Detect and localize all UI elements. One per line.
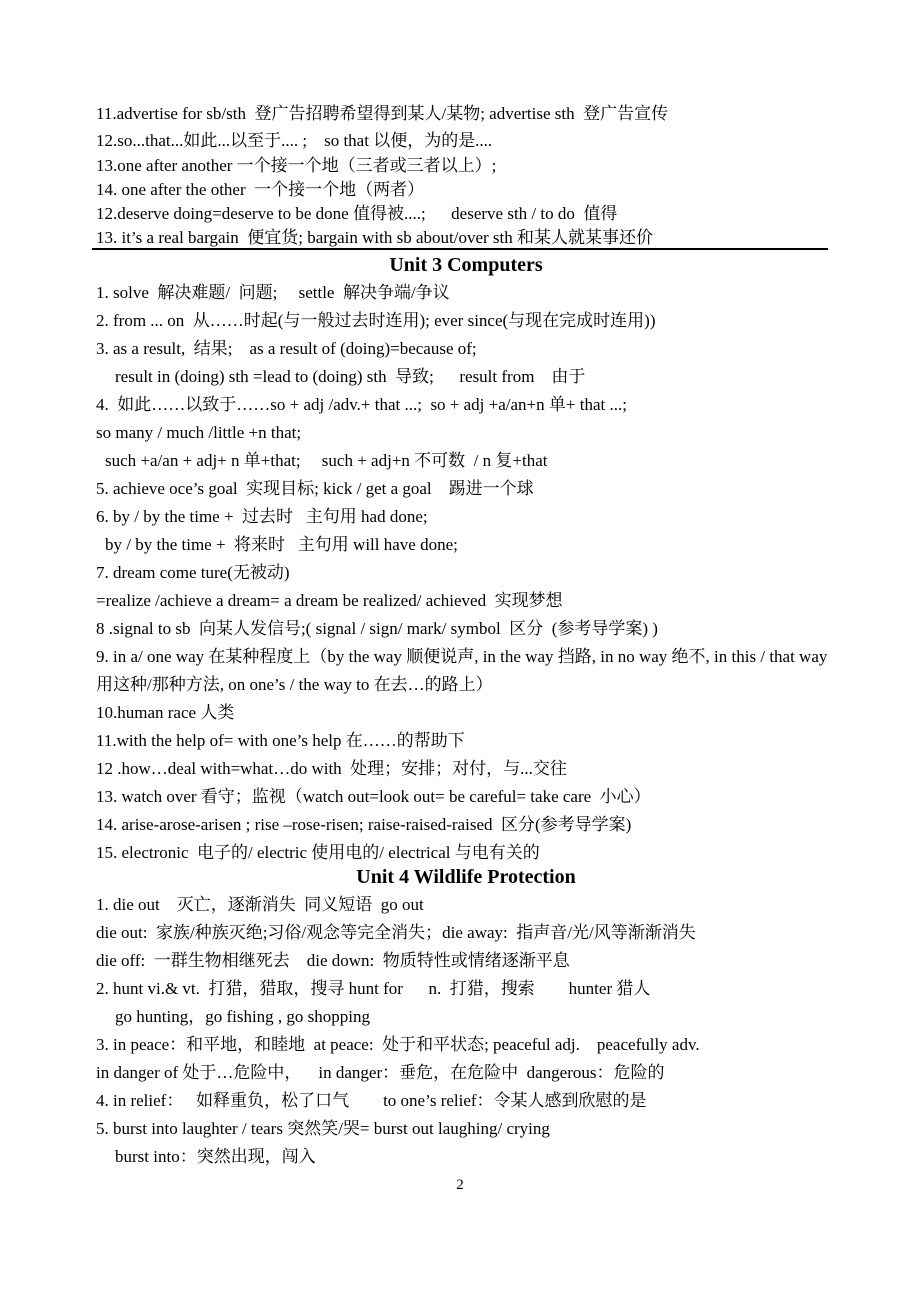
note-line: 6. by / by the time + 过去时 主句用 had done;: [96, 507, 428, 526]
note-line: die out: 家族/种族灭绝;习俗/观念等完全消失；die away: 指声音/光/风等渐渐消失: [96, 923, 696, 942]
note-line: such +a/an + adj+ n 单+that; such + adj+n 不可数 / n 复+that: [105, 451, 548, 470]
note-line: 14. arise-arose-arisen ; rise –rose-risen; raise-raised-raised 区分(参考导学案): [96, 815, 632, 834]
note-line: die off: 一群生物相继死去 die down: 物质特性或情绪逐渐平息: [96, 951, 570, 970]
note-line: so many / much /little +n that;: [96, 423, 302, 442]
note-line: 14. one after the other 一个接一个地（两者）: [96, 180, 425, 199]
note-line: 2. hunt vi.& vt. 打猎，猎取，搜寻 hunt for n. 打猎，搜索 hunter 猎人: [96, 979, 651, 998]
note-line: in danger of 处于…危险中， in danger：垂危，在危险中 dangerous：危险的: [96, 1063, 665, 1082]
note-line: 1. die out 灭亡，逐渐消失 同义短语 go out: [96, 895, 424, 914]
note-line: by / by the time + 将来时 主句用 will have done;: [105, 535, 458, 554]
note-line: 1. solve 解决难题/ 问题; settle 解决争端/争议: [96, 283, 450, 302]
note-line: 3. as a result, 结果; as a result of (doing)=because of;: [96, 339, 477, 358]
note-line: 7. dream come ture(无被动): [96, 563, 290, 582]
note-line: 5. achieve oce’s goal 实现目标; kick / get a goal 踢进一个球: [96, 479, 534, 498]
unit-title: Unit 3 Computers: [389, 254, 543, 276]
unit-title: Unit 4 Wildlife Protection: [356, 866, 576, 888]
note-line: 4. in relief： 如释重负，松了口气 to one’s relief：令某人感到欣慰的是: [96, 1091, 647, 1110]
page-number: 2: [456, 1177, 464, 1193]
note-line: 3. in peace：和平地，和睦地 at peace: 处于和平状态; peaceful adj. peacefully adv.: [96, 1035, 700, 1054]
note-line: 9. in a/ one way 在某种程度上（by the way 顺便说声, in the way 挡路, in no way 绝不, in this / that way 用这种/那种方法, on one’s / the way to 在去…的路上）: [96, 647, 828, 694]
note-line: =realize /achieve a dream= a dream be realized/ achieved 实现梦想: [96, 591, 563, 610]
unit-4-section: [96, 863, 836, 1171]
previous-unit-notes: [96, 100, 836, 250]
note-line: 11.with the help of= with one’s help 在……的帮助下: [96, 731, 465, 750]
note-line: 12.so...that...如此...以至于.... ; so that 以便，为的是....: [96, 131, 493, 150]
note-line: result in (doing) sth =lead to (doing) sth 导致; result from 由于: [115, 367, 586, 386]
note-line: 13.one after another 一个接一个地（三者或三者以上）;: [96, 156, 497, 175]
note-line: 13. it’s a real bargain 便宜货; bargain with sb about/over sth 和某人就某事还价: [96, 228, 653, 247]
note-line: 5. burst into laughter / tears 突然笑/哭= burst out laughing/ crying: [96, 1119, 550, 1138]
note-line: go hunting，go fishing , go shopping: [115, 1007, 371, 1026]
note-line: 13. watch over 看守；监视（watch out=look out= be careful= take care 小心）: [96, 787, 651, 806]
note-line: 11.advertise for sb/sth 登广告招聘希望得到某人/某物; advertise sth 登广告宣传: [96, 104, 669, 123]
unit-3-section: [96, 251, 836, 867]
section-divider: [92, 248, 828, 250]
note-line: 8 .signal to sb 向某人发信号;( signal / sign/ mark/ symbol 区分 (参考导学案) ): [96, 619, 658, 638]
note-line: 4. 如此……以致于……so + adj /adv.+ that ...; so + adj +a/an+n 单+ that ...;: [96, 395, 627, 414]
note-line: 10.human race 人类: [96, 703, 235, 722]
note-line: 12 .how…deal with=what…do with 处理；安排；对付，与...交往: [96, 759, 567, 778]
note-line: 12.deserve doing=deserve to be done 值得被....; deserve sth / to do 值得: [96, 204, 618, 223]
note-line: 15. electronic 电子的/ electric 使用电的/ electrical 与电有关的: [96, 843, 540, 862]
note-line: 2. from ... on 从……时起(与一般过去时连用); ever since(与现在完成时连用)): [96, 311, 656, 330]
note-line: burst into：突然出现，闯入: [115, 1147, 316, 1166]
